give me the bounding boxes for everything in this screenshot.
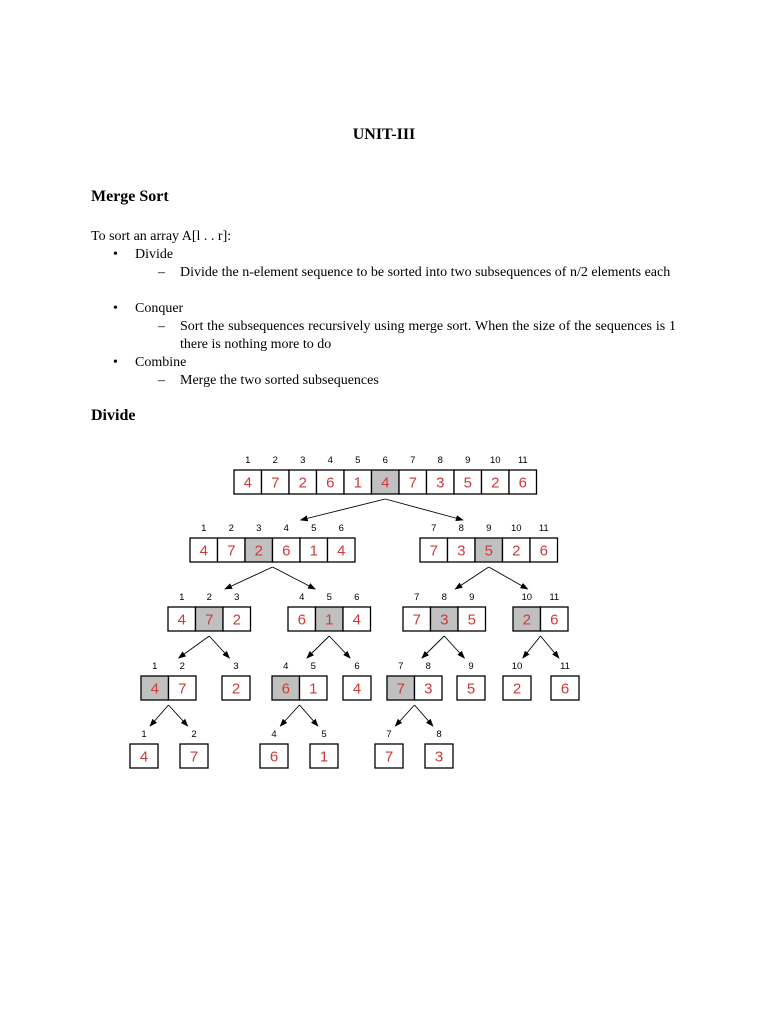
subarray — [551, 661, 579, 700]
cell-value: 2 — [254, 542, 263, 560]
cell-index: 6 — [338, 523, 344, 534]
split-arrow — [329, 636, 350, 658]
cell-index: 3 — [233, 661, 239, 672]
divide-heading: Divide — [91, 407, 136, 424]
cell-index: 6 — [382, 455, 388, 466]
subarray — [375, 729, 403, 768]
cell-index: 5 — [321, 729, 327, 740]
subarray — [288, 592, 371, 631]
cell-value: 6 — [550, 611, 559, 629]
cell-index: 6 — [354, 592, 360, 603]
cell-value: 3 — [457, 542, 466, 560]
bullet-dot: • — [113, 247, 118, 262]
cell-value: 3 — [436, 474, 445, 492]
cell-index: 4 — [283, 661, 289, 672]
cell-value: 5 — [484, 542, 493, 560]
cell-value: 6 — [518, 474, 527, 492]
cell-value: 5 — [466, 680, 476, 698]
dash-marker: – — [158, 319, 165, 334]
dash-marker: – — [158, 373, 165, 388]
cell-index: 1 — [245, 455, 251, 466]
cell-value: 7 — [227, 542, 236, 560]
cell-index: 5 — [355, 455, 361, 466]
cell-value: 7 — [271, 474, 280, 492]
cell-value: 7 — [178, 680, 187, 698]
cell-value: 1 — [309, 680, 318, 698]
cell-value: 6 — [326, 474, 335, 492]
cell-index: 1 — [152, 661, 158, 672]
cell-index: 7 — [414, 592, 420, 603]
subarray — [141, 661, 196, 700]
cell-value: 7 — [205, 611, 214, 629]
subarray — [403, 592, 486, 631]
cell-index: 9 — [465, 455, 471, 466]
cell-index: 10 — [521, 592, 533, 603]
step-bullet-label: Combine — [135, 355, 187, 370]
cell-value: 3 — [440, 611, 449, 629]
cell-value: 7 — [396, 680, 405, 698]
cell-index: 6 — [354, 661, 360, 672]
cell-value: 2 — [298, 474, 307, 492]
cell-index: 7 — [431, 523, 437, 534]
cell-value: 4 — [243, 474, 252, 492]
cell-index: 11 — [517, 455, 528, 466]
cell-index: 4 — [271, 729, 277, 740]
split-arrow — [169, 705, 188, 726]
cell-value: 6 — [282, 542, 291, 560]
bullet-dot: • — [113, 301, 118, 316]
cell-value: 4 — [177, 611, 186, 629]
cell-index: 4 — [327, 455, 333, 466]
cell-value: 3 — [424, 680, 433, 698]
step-bullet-label: Divide — [135, 247, 174, 262]
subarray — [425, 729, 453, 768]
cell-index: 11 — [560, 661, 570, 672]
split-arrow — [273, 567, 316, 589]
cell-index: 2 — [206, 592, 212, 603]
cell-index: 11 — [549, 592, 560, 603]
subarray — [272, 661, 327, 700]
cell-value: 3 — [434, 748, 444, 766]
split-arrow — [385, 499, 463, 520]
cell-index: 9 — [486, 523, 492, 534]
subarray — [190, 523, 355, 562]
cell-index: 3 — [300, 455, 306, 466]
cell-index: 8 — [436, 729, 442, 740]
cell-value: 7 — [384, 748, 394, 766]
subarray — [180, 729, 208, 768]
split-arrow — [300, 705, 318, 726]
split-arrow — [395, 705, 414, 726]
cell-index: 5 — [326, 592, 332, 603]
subarray — [343, 661, 371, 700]
cell-value: 6 — [297, 611, 306, 629]
cell-value: 6 — [539, 542, 548, 560]
subarray — [310, 729, 338, 768]
cell-index: 2 — [272, 455, 278, 466]
subarray — [503, 661, 531, 700]
cell-value: 4 — [352, 680, 362, 698]
split-arrow — [415, 705, 433, 726]
cell-value: 4 — [381, 474, 390, 492]
cell-index: 5 — [311, 523, 317, 534]
subarray — [130, 729, 158, 768]
cell-index: 8 — [425, 661, 431, 672]
step-detail-text: Merge the two sorted subsequences — [180, 373, 379, 388]
cell-index: 4 — [283, 523, 289, 534]
step-bullet-label: Conquer — [135, 301, 184, 316]
subarray — [260, 729, 288, 768]
merge-sort-intro: To sort an array A[l . . r]: — [91, 229, 232, 244]
split-arrow — [150, 705, 168, 726]
cell-index: 9 — [468, 661, 474, 672]
cell-index: 7 — [386, 729, 392, 740]
cell-index: 1 — [141, 729, 147, 740]
cell-value: 7 — [408, 474, 417, 492]
cell-index: 2 — [191, 729, 197, 740]
cell-index: 5 — [310, 661, 316, 672]
cell-value: 6 — [269, 748, 279, 766]
cell-index: 1 — [179, 592, 185, 603]
cell-value: 4 — [199, 542, 208, 560]
cell-index: 10 — [510, 523, 522, 534]
subarray — [457, 661, 485, 700]
cell-value: 2 — [231, 680, 241, 698]
cell-value: 7 — [189, 748, 199, 766]
split-arrow — [307, 636, 329, 658]
split-arrow — [422, 636, 444, 658]
subarray — [222, 661, 250, 700]
cell-value: 1 — [319, 748, 329, 766]
subarray — [420, 523, 558, 562]
split-arrow — [225, 567, 272, 589]
cell-value: 1 — [309, 542, 318, 560]
split-arrow — [280, 705, 299, 726]
step-detail-text: Divide the n-element sequence to be sorted into two subsequences of n/2 elements each — [180, 265, 671, 280]
cell-value: 2 — [512, 542, 521, 560]
cell-value: 5 — [463, 474, 472, 492]
cell-index: 7 — [398, 661, 404, 672]
subarray — [168, 592, 251, 631]
step-detail-text: Sort the subsequences recursively using merge sort. When the size of the sequences is 1 there is nothing more to do — [180, 319, 676, 352]
cell-index: 4 — [299, 592, 305, 603]
cell-index: 10 — [489, 455, 501, 466]
cell-value: 7 — [412, 611, 421, 629]
cell-index: 3 — [234, 592, 240, 603]
split-arrow — [541, 636, 559, 658]
merge-sort-heading: Merge Sort — [91, 188, 169, 205]
cell-value: 1 — [325, 611, 334, 629]
split-arrow — [489, 567, 528, 589]
split-arrow — [301, 499, 386, 520]
cell-index: 1 — [201, 523, 207, 534]
cell-index: 10 — [511, 661, 523, 672]
cell-index: 9 — [469, 592, 475, 603]
cell-value: 4 — [352, 611, 361, 629]
cell-value: 5 — [467, 611, 476, 629]
cell-value: 1 — [353, 474, 362, 492]
cell-index: 8 — [458, 523, 464, 534]
cell-value: 4 — [150, 680, 159, 698]
split-arrow — [455, 567, 488, 589]
cell-value: 6 — [560, 680, 570, 698]
subarray — [513, 592, 568, 631]
cell-value: 6 — [281, 680, 290, 698]
cell-value: 2 — [232, 611, 241, 629]
cell-value: 2 — [512, 680, 522, 698]
split-arrow — [444, 636, 464, 658]
split-arrow — [179, 636, 210, 658]
split-arrow — [209, 636, 229, 658]
cell-value: 4 — [337, 542, 346, 560]
cell-index: 2 — [179, 661, 185, 672]
cell-index: 8 — [441, 592, 447, 603]
cell-value: 4 — [139, 748, 149, 766]
subarray — [234, 455, 537, 494]
cell-index: 7 — [410, 455, 416, 466]
bullet-dot: • — [113, 355, 118, 370]
cell-index: 11 — [538, 523, 549, 534]
cell-index: 2 — [228, 523, 234, 534]
cell-index: 8 — [437, 455, 443, 466]
dash-marker: – — [158, 265, 165, 280]
cell-index: 3 — [256, 523, 262, 534]
cell-value: 2 — [522, 611, 531, 629]
cell-value: 2 — [491, 474, 500, 492]
split-arrow — [523, 636, 541, 658]
cell-value: 7 — [429, 542, 438, 560]
subarray — [387, 661, 442, 700]
unit-title: UNIT-III — [352, 126, 416, 143]
